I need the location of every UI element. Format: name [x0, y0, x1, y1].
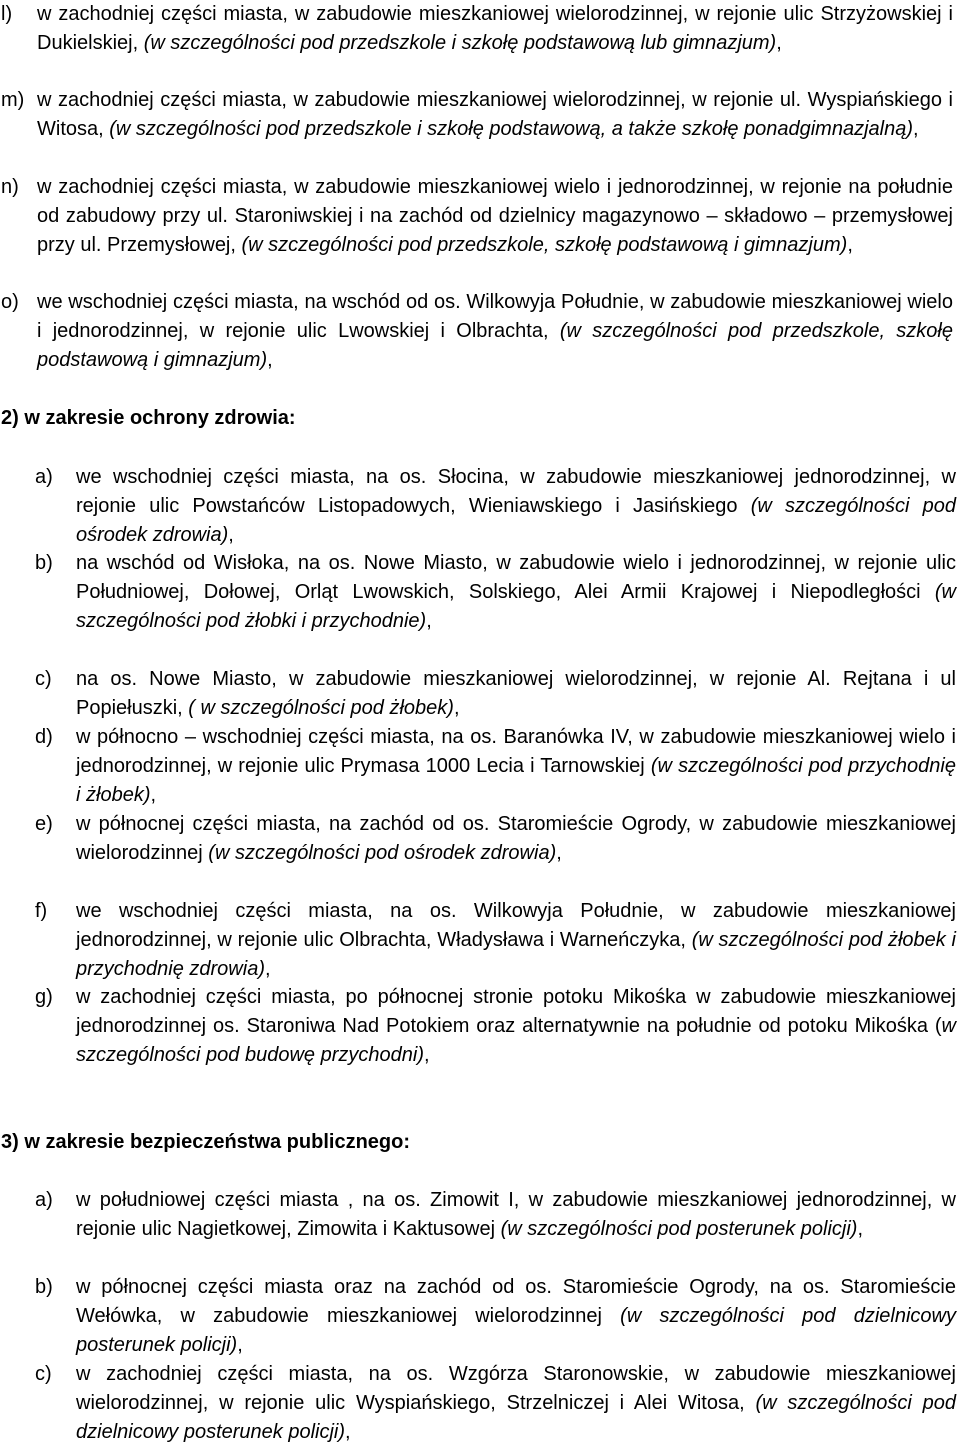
- location-text: ,: [267, 349, 273, 371]
- location-text: ,: [228, 524, 234, 546]
- list-item-label: a): [35, 1189, 53, 1211]
- list-item-label: c): [35, 668, 52, 690]
- location-text: w północno – wschodniej części miasta, na os. Baranówka IV, w zabudowie mieszkaniowej wielo i jednorodzinnej, w rejonie ulic Prymasa 1000 Lecia i Tarnowskiej: [76, 726, 956, 777]
- list-item-text: [76, 665, 956, 723]
- location-text: w północnej części miasta oraz na zachód od os. Staromieście Ogrody, na os. Staromieście Wełówka, w zabudowie mieszkaniowej wielorodzinnej: [76, 1276, 956, 1327]
- location-text: ,: [345, 1421, 351, 1443]
- list-item: [0, 549, 960, 636]
- list-item-label: d): [35, 726, 53, 748]
- location-text: w południowej części miasta , na os. Zimowit I, w zabudowie mieszkaniowej jednorodzinnej, w rejonie ulic Nagietkowej, Zimowita i Kaktusowej: [76, 1189, 956, 1240]
- purpose-note: (w szczególności pod przychodnię i żłobek): [76, 755, 956, 806]
- list-item: [0, 810, 960, 868]
- list-item-label: m): [1, 89, 25, 111]
- list-item: [0, 173, 960, 260]
- list-item-label: e): [35, 813, 53, 835]
- list-item-label: c): [35, 1363, 52, 1385]
- list-item-label: b): [35, 552, 53, 574]
- location-text: ,: [847, 234, 853, 256]
- list-item-text: [76, 1186, 956, 1244]
- list-item-label: a): [35, 466, 53, 488]
- list-item-text: [76, 810, 956, 868]
- list-item: [0, 288, 960, 375]
- list-item: [0, 723, 960, 810]
- location-text: ,: [857, 1218, 864, 1240]
- purpose-note: (w szczególności pod ośrodek zdrowia): [76, 495, 956, 546]
- location-text: na wschód od Wisłoka, na os. Nowe Miasto, w zabudowie wielo i jednorodzinnej, w rejonie ulic Południowej, Dołowej, Orląt Lwowskich, Solskiego, Alei Armii Krajowej i Niepodległości: [76, 552, 956, 603]
- purpose-note: (w szczególności pod ośrodek zdrowia): [208, 842, 557, 864]
- purpose-note: w szczególności pod budowę przychodni): [76, 1015, 956, 1066]
- location-text: ,: [453, 697, 460, 719]
- list-item-text: [76, 1273, 956, 1360]
- list-item: [0, 463, 960, 550]
- location-text: ,: [237, 1334, 243, 1356]
- location-text: ,: [264, 958, 271, 980]
- list-item-text: [37, 0, 953, 58]
- location-text: na os. Nowe Miasto, w zabudowie mieszkaniowej wielorodzinnej, w rejonie Al. Rejtana i ul Popiełuszki,: [76, 668, 956, 719]
- list-item-label: l): [1, 3, 13, 25]
- location-text: ,: [150, 784, 157, 806]
- list-item: [0, 1186, 960, 1244]
- purpose-note: (w szczególności pod przedszkole, szkołę podstawową i gimnazjum): [241, 234, 848, 256]
- location-text: w zachodniej części miasta, w zabudowie mieszkaniowej wielorodzinnej, w rejonie ulic Strzyżowskiej i Dukielskiej,: [37, 3, 953, 54]
- list-item: [0, 897, 960, 984]
- purpose-note: (w szczególności pod żłobek i przychodnię zdrowia): [76, 929, 956, 980]
- list-item: [0, 1273, 960, 1360]
- purpose-note: (w szczególności pod dzielnicowy posterunek policji): [76, 1392, 956, 1443]
- list-item-text: [76, 549, 956, 636]
- list-item-label: f): [35, 900, 48, 922]
- list-item-text: [76, 463, 956, 550]
- list-item-text: [76, 723, 956, 810]
- list-item-text: [37, 173, 953, 260]
- location-text: w zachodniej części miasta, na os. Wzgórza Staronowskie, w zabudowie mieszkaniowej wielorodzinnej, w rejonie ulic Wyspiańskiego, Strzelniczej i Alei Witosa,: [76, 1363, 956, 1414]
- section-heading-health: 2) w zakresie ochrony zdrowia:: [1, 407, 296, 429]
- list-item-text: [76, 983, 956, 1070]
- location-text: ,: [423, 1044, 430, 1066]
- purpose-note: (w szczególności pod posterunek policji): [500, 1218, 858, 1240]
- location-text: w zachodniej części miasta, w zabudowie mieszkaniowej wielorodzinnej, w rejonie ul. Wyspiańskiego i Witosa,: [37, 89, 953, 140]
- location-text: we wschodniej części miasta, na os. Słocina, w zabudowie mieszkaniowej jednorodzinnej, w rejonie ulic Powstańców Listopadowych, Wieniawskiego i Jasińskiego: [76, 466, 956, 517]
- list-item-label: o): [1, 291, 19, 313]
- location-text: w północnej części miasta, na zachód od os. Staromieście Ogrody, w zabudowie mieszkaniowej wielorodzinnej: [76, 813, 956, 864]
- purpose-note: (w szczególności pod dzielnicowy posterunek policji): [76, 1305, 956, 1356]
- location-text: ,: [556, 842, 562, 864]
- purpose-note: (w szczególności pod przedszkole i szkołę podstawową, a także szkołę ponadgimnazjalną): [109, 118, 913, 140]
- purpose-note: (w szczególności pod żłobki i przychodnie): [76, 581, 956, 632]
- purpose-note: (w szczególności pod przedszkole, szkołę podstawową i gimnazjum): [37, 320, 953, 371]
- location-text: w zachodniej części miasta, po północnej stronie potoku Mikośka w zabudowie mieszkaniowej jednorodzinnej os. Staroniwa Nad Potokiem oraz alternatywnie na południe od potoku Mikośka (: [76, 986, 956, 1037]
- list-item-label: n): [1, 176, 19, 198]
- section-heading-security: 3) w zakresie bezpieczeństwa publicznego:: [1, 1131, 411, 1153]
- list-item-text: [37, 86, 953, 144]
- list-item-label: b): [35, 1276, 53, 1298]
- list-item-text: [76, 897, 956, 984]
- list-item: [0, 86, 960, 144]
- list-item: [0, 1360, 960, 1447]
- list-item: [0, 983, 960, 1070]
- list-item-text: [76, 1360, 956, 1447]
- list-item-text: [37, 288, 953, 375]
- list-item: [0, 665, 960, 723]
- list-item-label: g): [35, 986, 53, 1008]
- location-text: ,: [426, 610, 432, 632]
- purpose-note: (w szczególności pod przedszkole i szkołę podstawową lub gimnazjum): [143, 32, 777, 54]
- purpose-note: ( w szczególności pod żłobek): [188, 697, 454, 719]
- location-text: we wschodniej części miasta, na os. Wilkowyja Południe, w zabudowie mieszkaniowej jednorodzinnej, w rejonie ulic Olbrachta, Władysława i Warneńczyka,: [76, 900, 956, 951]
- location-text: ,: [913, 118, 919, 140]
- location-text: w zachodniej części miasta, w zabudowie mieszkaniowej wielo i jednorodzinnej, w rejonie na południe od zabudowy przy ul. Staroniwskiej i na zachód od dzielnicy magazynowo – składowo – przemysłowej przy ul. Przemysłowej,: [37, 176, 953, 256]
- location-text: we wschodniej części miasta, na wschód od os. Wilkowyja Południe, w zabudowie mieszkaniowej wielo i jednorodzinnej, w rejonie ulic Lwowskiej i Olbrachta,: [37, 291, 953, 342]
- location-text: ,: [776, 32, 782, 54]
- list-item: [0, 0, 960, 58]
